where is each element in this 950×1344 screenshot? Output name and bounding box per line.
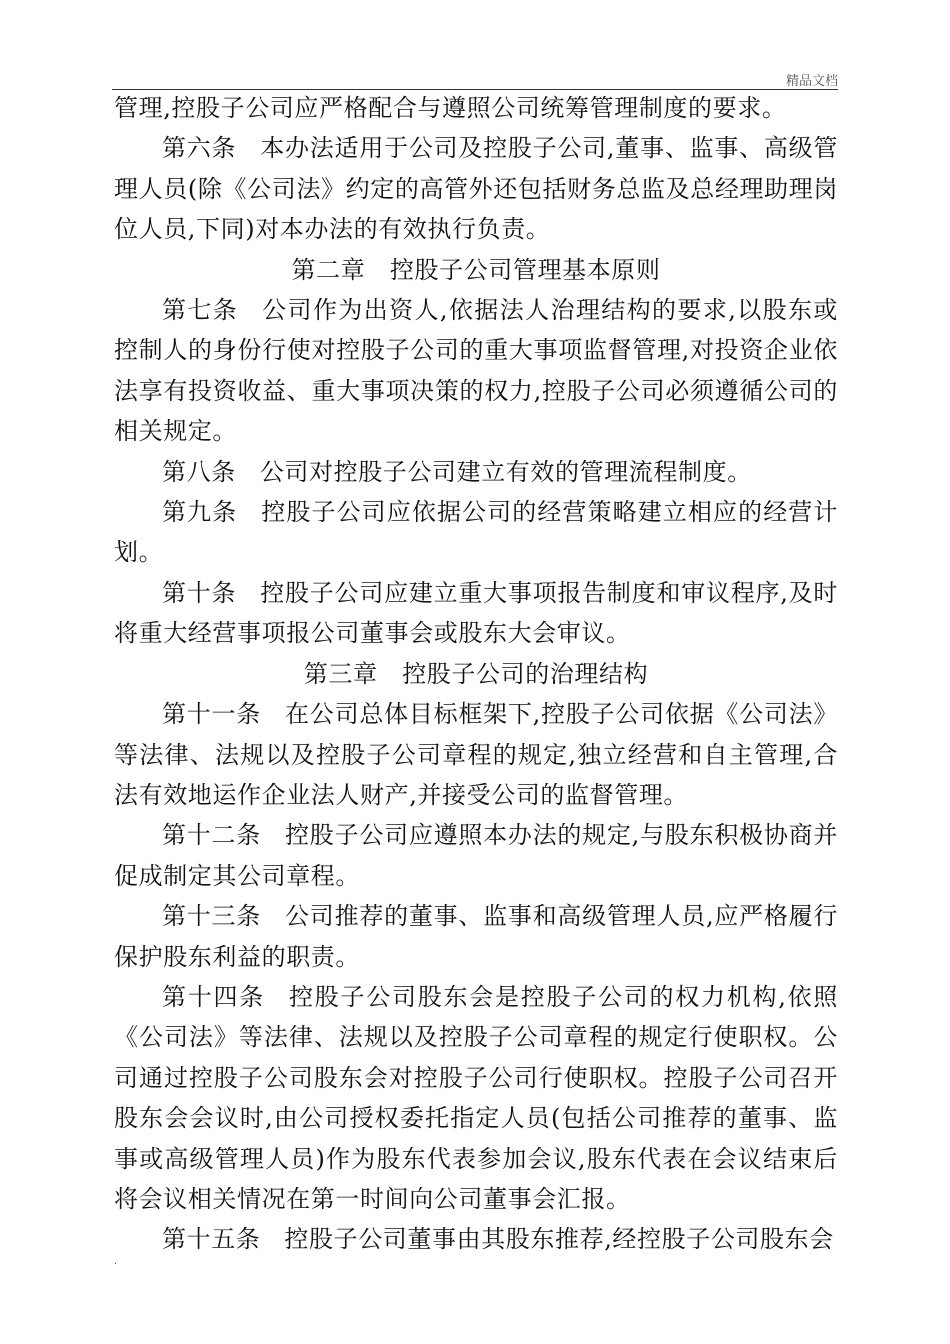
article-6 [114, 128, 838, 249]
article-7 [114, 290, 838, 452]
page-header-label: 精品文档 [785, 74, 838, 89]
article-text: 控股子公司应依据公司的经营策略建立相应的经营计划。 [114, 498, 838, 567]
article-number: 第十五条 [162, 1225, 261, 1254]
article-number: 第十条 [162, 578, 237, 607]
article-text: 本办法适用于公司及控股子公司,董事、监事、高级管理人员(除《公司法》约定的高管外还包括财务总监及总经理助理岗位人员,下同)对本办法的有效执行负责。 [114, 134, 838, 244]
article-number: 第八条 [162, 457, 236, 486]
article-number: 第十四条 [162, 982, 266, 1011]
article-text: 控股子公司应建立重大事项报告制度和审议程序,及时将重大经营事项报公司董事会或股东大会审议。 [114, 578, 838, 648]
article-13 [114, 896, 838, 977]
article-text: 控股子公司应遵照本办法的规定,与股东积极协商并促成制定其公司章程。 [114, 821, 838, 890]
article-text: 公司作为出资人,依据法人治理结构的要求,以股东或控制人的身份行使对控股子公司的重大事项监督管理,对投资企业依法享有投资收益、重大事项决策的权力,控股子公司必须遵循公司的相关规定。 [114, 296, 838, 446]
article-number: 第十二条 [162, 821, 262, 850]
article-number: 第十一条 [162, 700, 262, 729]
article-10 [114, 573, 838, 654]
article-text: 在公司总体目标框架下,控股子公司依据《公司法》等法律、法规以及控股子公司章程的规定,独立经营和自主管理,合法有效地运作企业法人财产,并接受公司的监督管理。 [114, 700, 838, 809]
article-14 [114, 977, 838, 1219]
article-number: 第九条 [162, 498, 238, 527]
article-number: 第七条 [162, 296, 239, 325]
article-text: 公司对控股子公司建立有效的管理流程制度。 [259, 457, 752, 486]
article-8 [114, 452, 838, 492]
article-text: 控股子公司股东会是控股子公司的权力机构,依照《公司法》等法律、法规以及控股子公司章程的规定行使职权。公司通过控股子公司股东会对控股子公司行使职权。控股子公司召开股东会会议时,由公司授权委托指定人员(包括公司推荐的董事、监事或高级管理人员)作为股东代表参加会议,股东代表在会议结束后将会议相关情况在第一时间向公司董事会汇报。 [114, 982, 839, 1213]
article-9 [114, 492, 838, 573]
chapter-heading-3: 第三章 控股子公司的治理结构 [303, 659, 649, 688]
paragraph-continuation [114, 88, 838, 128]
article-15 [114, 1219, 838, 1259]
article-number: 第十三条 [162, 902, 262, 931]
article-number: 第六条 [162, 134, 237, 163]
article-text: 控股子公司董事由其股东推荐,经控股子公司股东会 [284, 1225, 834, 1254]
article-12 [114, 815, 838, 896]
chapter-heading-2: 第二章 控股子公司管理基本原则 [291, 255, 661, 284]
article-text: 公司推荐的董事、监事和高级管理人员,应严格履行保护股东利益的职责。 [114, 902, 838, 971]
document-body [114, 88, 838, 1260]
footer-mark: . [114, 1256, 118, 1267]
paragraph-text: 管理,控股子公司应严格配合与遵照公司统筹管理制度的要求。 [114, 94, 787, 122]
article-11 [114, 694, 838, 815]
